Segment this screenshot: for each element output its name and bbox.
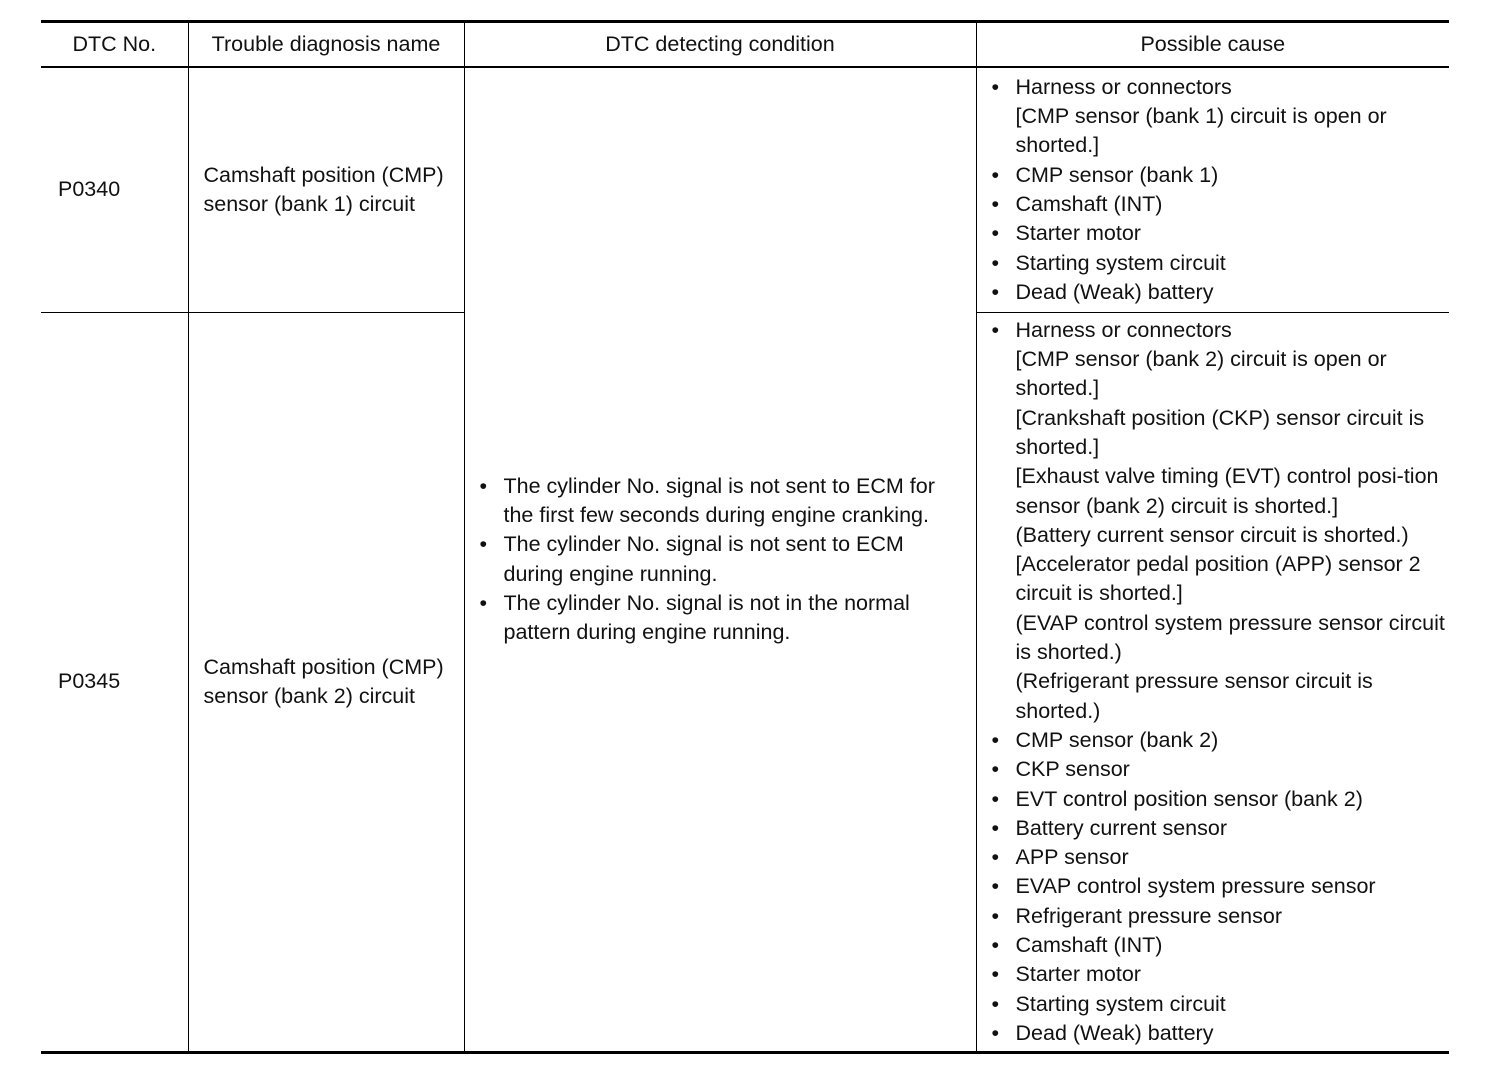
list-item-text: Battery current sensor xyxy=(1015,815,1228,840)
list-item-text: Starting system circuit xyxy=(1015,250,1226,275)
bullet-icon: • xyxy=(991,1020,1000,1045)
list-item-text: The cylinder No. signal is not in the normal pattern during engine running. xyxy=(503,590,910,645)
list-item-text: Refrigerant pressure sensor xyxy=(1015,903,1282,928)
list-item xyxy=(479,472,970,531)
cause-detail: [Exhaust valve timing (EVT) control posi-tion sensor (bank 2) circuit is shorted.] xyxy=(1015,464,1439,518)
list-item-text: Harness or connectors xyxy=(1015,317,1232,342)
list-item xyxy=(991,990,1446,1019)
list-item xyxy=(991,872,1446,901)
bullet-icon: • xyxy=(991,192,1000,216)
bullet-icon: • xyxy=(991,317,1000,342)
cause-detail: (EVAP control system pressure sensor circuit is shorted.) xyxy=(1015,610,1445,665)
possible-cause-cell xyxy=(976,313,1449,1053)
dtc-code: P0340 xyxy=(41,67,188,313)
cause-list xyxy=(991,316,1446,1048)
list-item xyxy=(991,278,1446,307)
header-dtc-no: DTC No. xyxy=(41,22,188,68)
list-item-text: Starter motor xyxy=(1015,962,1141,987)
cause-detail: [CMP sensor (bank 1) circuit is open or shorted.] xyxy=(1015,104,1387,158)
list-item xyxy=(991,755,1446,784)
bullet-icon: • xyxy=(991,933,1000,958)
possible-cause-cell xyxy=(976,67,1449,313)
list-item xyxy=(479,589,970,648)
bullet-icon: • xyxy=(991,786,1000,811)
list-item-text: CMP sensor (bank 1) xyxy=(1015,162,1219,187)
header-dtc-detecting-condition: DTC detecting condition xyxy=(464,22,976,68)
cause-detail: [Accelerator pedal position (APP) sensor 2 circuit is shorted.] xyxy=(1015,552,1421,606)
dtc-code: P0345 xyxy=(41,313,188,1053)
list-item xyxy=(991,931,1446,960)
list-item-text: Dead (Weak) battery xyxy=(1015,1020,1214,1045)
list-item-text: Camshaft (INT) xyxy=(1015,192,1163,216)
bullet-icon: • xyxy=(991,279,1000,304)
list-item xyxy=(991,161,1446,190)
cause-detail: [Crankshaft position (CKP) sensor circuit is shorted.] xyxy=(1015,405,1425,459)
header-possible-cause: Possible cause xyxy=(976,22,1449,68)
cause-detail: (Refrigerant pressure sensor circuit is shorted.) xyxy=(1015,669,1373,723)
bullet-icon: • xyxy=(991,874,1000,899)
list-item-text: CMP sensor (bank 2) xyxy=(1015,727,1219,752)
bullet-icon: • xyxy=(991,162,1000,187)
condition-list xyxy=(479,472,970,648)
list-item xyxy=(991,726,1446,755)
bullet-icon: • xyxy=(479,590,488,615)
detecting-condition-cell xyxy=(464,67,976,1053)
list-item xyxy=(991,73,1446,161)
diagnosis-name: Camshaft position (CMP) sensor (bank 1) circuit xyxy=(188,67,464,313)
list-item xyxy=(991,785,1446,814)
list-item-text: CKP sensor xyxy=(1015,757,1130,782)
list-item-text: The cylinder No. signal is not sent to ECM for the first few seconds during engine cranking. xyxy=(503,473,935,527)
bullet-icon: • xyxy=(991,757,1000,782)
bullet-icon: • xyxy=(991,250,1000,275)
table-row xyxy=(41,67,1449,313)
cause-detail: [CMP sensor (bank 2) circuit is open or shorted.] xyxy=(1015,347,1387,401)
bullet-icon: • xyxy=(991,815,1000,840)
bullet-icon: • xyxy=(479,473,488,498)
bullet-icon: • xyxy=(991,221,1000,246)
list-item xyxy=(991,814,1446,843)
dtc-table xyxy=(41,20,1449,1054)
bullet-icon: • xyxy=(991,74,1000,99)
bullet-icon: • xyxy=(479,532,488,557)
list-item xyxy=(991,219,1446,248)
bullet-icon: • xyxy=(991,845,1000,870)
list-item-text: Dead (Weak) battery xyxy=(1015,279,1214,304)
list-item-text: Starting system circuit xyxy=(1015,991,1226,1016)
diagnosis-name: Camshaft position (CMP) sensor (bank 2) circuit xyxy=(188,313,464,1053)
list-item xyxy=(991,316,1446,726)
header-trouble-diagnosis-name: Trouble diagnosis name xyxy=(188,22,464,68)
list-item xyxy=(479,530,970,589)
list-item xyxy=(991,249,1446,278)
list-item xyxy=(991,960,1446,989)
list-item-text: Starter motor xyxy=(1015,221,1141,246)
cause-detail: (Battery current sensor circuit is shorted.) xyxy=(1015,522,1409,547)
bullet-icon: • xyxy=(991,903,1000,928)
bullet-icon: • xyxy=(991,727,1000,752)
list-item xyxy=(991,902,1446,931)
list-item-text: EVT control position sensor (bank 2) xyxy=(1015,786,1363,811)
list-item-text: Harness or connectors xyxy=(1015,74,1232,99)
list-item xyxy=(991,1019,1446,1048)
bullet-icon: • xyxy=(991,991,1000,1016)
list-item xyxy=(991,190,1446,219)
list-item-text: Camshaft (INT) xyxy=(1015,933,1163,958)
list-item-text: The cylinder No. signal is not sent to ECM during engine running. xyxy=(503,532,904,586)
list-item-text: APP sensor xyxy=(1015,845,1129,870)
list-item xyxy=(991,843,1446,872)
list-item-text: EVAP control system pressure sensor xyxy=(1015,874,1376,899)
header-row xyxy=(41,22,1449,68)
cause-list xyxy=(991,73,1446,307)
bullet-icon: • xyxy=(991,962,1000,987)
